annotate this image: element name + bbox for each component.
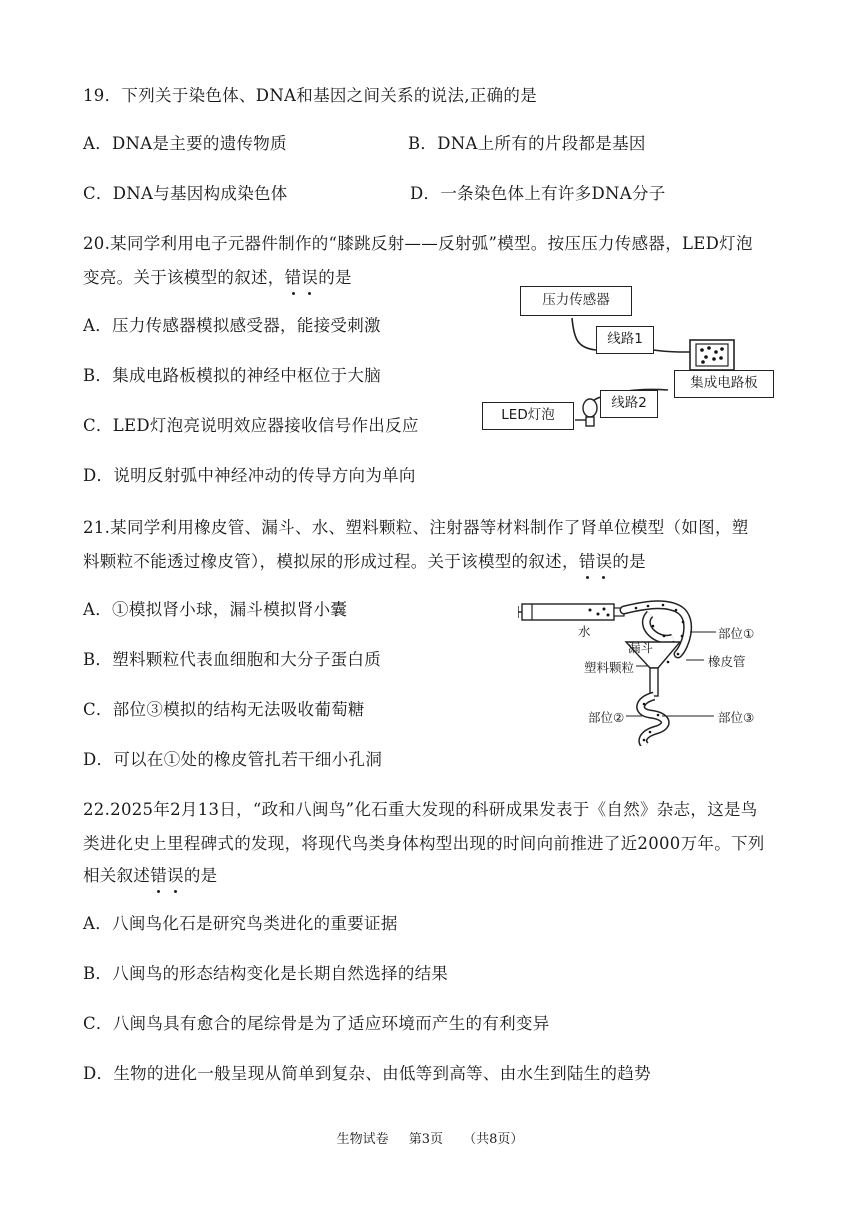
q20-option-c: C．LED灯泡亮说明效应器接收信号作出反应 [83,416,419,435]
label-plastic-particle: 塑料颗粒 [584,660,635,675]
q20-option-d: D．说明反射弧中神经冲动的传导方向为单向 [83,466,416,485]
circuit-board-box: 集成电路板 [674,370,774,398]
page-footer [0,1128,860,1147]
q22-stem-line3: 相关叙述错误的是 [83,864,217,888]
nephron-model-figure [518,596,788,746]
label-part1: 部位① [718,626,755,641]
q21-option-a: A．①模拟肾小球，漏斗模拟肾小囊 [83,600,348,619]
q22-option-c: C．八闽鸟具有愈合的尾综骨是为了适应环境而产生的有利变异 [83,1014,550,1033]
q22-stem-line1: 22.2025年2月13日，“政和八闽鸟”化石重大发现的科研成果发表于《自然》杂志，这是鸟 [83,800,758,819]
label-part3: 部位③ [718,710,755,725]
footer-subject: 生物试卷 [336,1132,389,1147]
emphasis-dot-char: 错 [579,550,596,574]
emphasis-dot-char: 误 [167,864,184,888]
label-part2: 部位② [588,710,625,725]
label-water: 水 [578,624,591,639]
q21-option-c: C．部位③模拟的结构无法吸收葡萄糖 [83,700,365,719]
q21-stem-line1: 21.某同学利用橡皮管、漏斗、水、塑料颗粒、注射器等材料制作了肾单位模型（如图，塑 [83,518,749,537]
q19-option-a: A．DNA是主要的遗传物质 [83,134,287,153]
q21-option-b: B．塑料颗粒代表血细胞和大分子蛋白质 [83,650,382,669]
emphasis-dot-char: 错 [285,266,302,290]
q20-option-a: A．压力传感器模拟感受器，能接受刺激 [83,316,381,335]
label-funnel: 漏斗 [628,640,654,655]
q20-stem-line2: 变亮。关于该模型的叙述，错误的是 [83,266,352,290]
q21-stem-line2: 料颗粒不能透过橡皮管），模拟尿的形成过程。关于该模型的叙述，错误的是 [83,550,646,574]
q19-stem: 19．下列关于染色体、DNA和基因之间关系的说法,正确的是 [83,86,538,105]
pressure-sensor-box: 压力传感器 [520,286,632,316]
footer-total-pages: （共8页） [463,1132,524,1147]
line2-box: 线路2 [600,390,658,418]
reflex-arc-figure [478,280,778,440]
emphasis-dot-char: 误 [301,266,318,290]
q22-option-d: D．生物的进化一般呈现从简单到复杂、由低等到高等、由水生到陆生的趋势 [83,1064,651,1083]
emphasis-dot-char: 错 [150,864,167,888]
line1-box: 线路1 [596,326,654,354]
led-bulb-box: LED灯泡 [482,402,574,430]
q19-option-d: D．一条染色体上有许多DNA分子 [410,184,666,203]
q22-option-b: B．八闽鸟的形态结构变化是长期自然选择的结果 [83,964,449,983]
footer-page-number: 第3页 [408,1132,443,1147]
q19-option-c: C．DNA与基因构成染色体 [83,184,288,203]
q20-option-b: B．集成电路板模拟的神经中枢位于大脑 [83,366,382,385]
q21-option-d: D．可以在①处的橡皮管扎若干细小孔洞 [83,750,383,769]
q22-stem-line2: 类进化史上里程碑式的发现，将现代鸟类身体构型出现的时间向前推进了近2000万年。下列 [83,834,765,853]
emphasis-dot-char: 误 [596,550,613,574]
q19-option-b: B．DNA上所有的片段都是基因 [408,134,646,153]
label-rubber-tube: 橡皮管 [708,654,746,669]
q22-option-a: A．八闽鸟化石是研究鸟类进化的重要证据 [83,914,398,933]
q20-stem-line1: 20.某同学利用电子元器件制作的“膝跳反射——反射弧”模型。按压压力传感器，LED灯泡 [83,234,753,253]
